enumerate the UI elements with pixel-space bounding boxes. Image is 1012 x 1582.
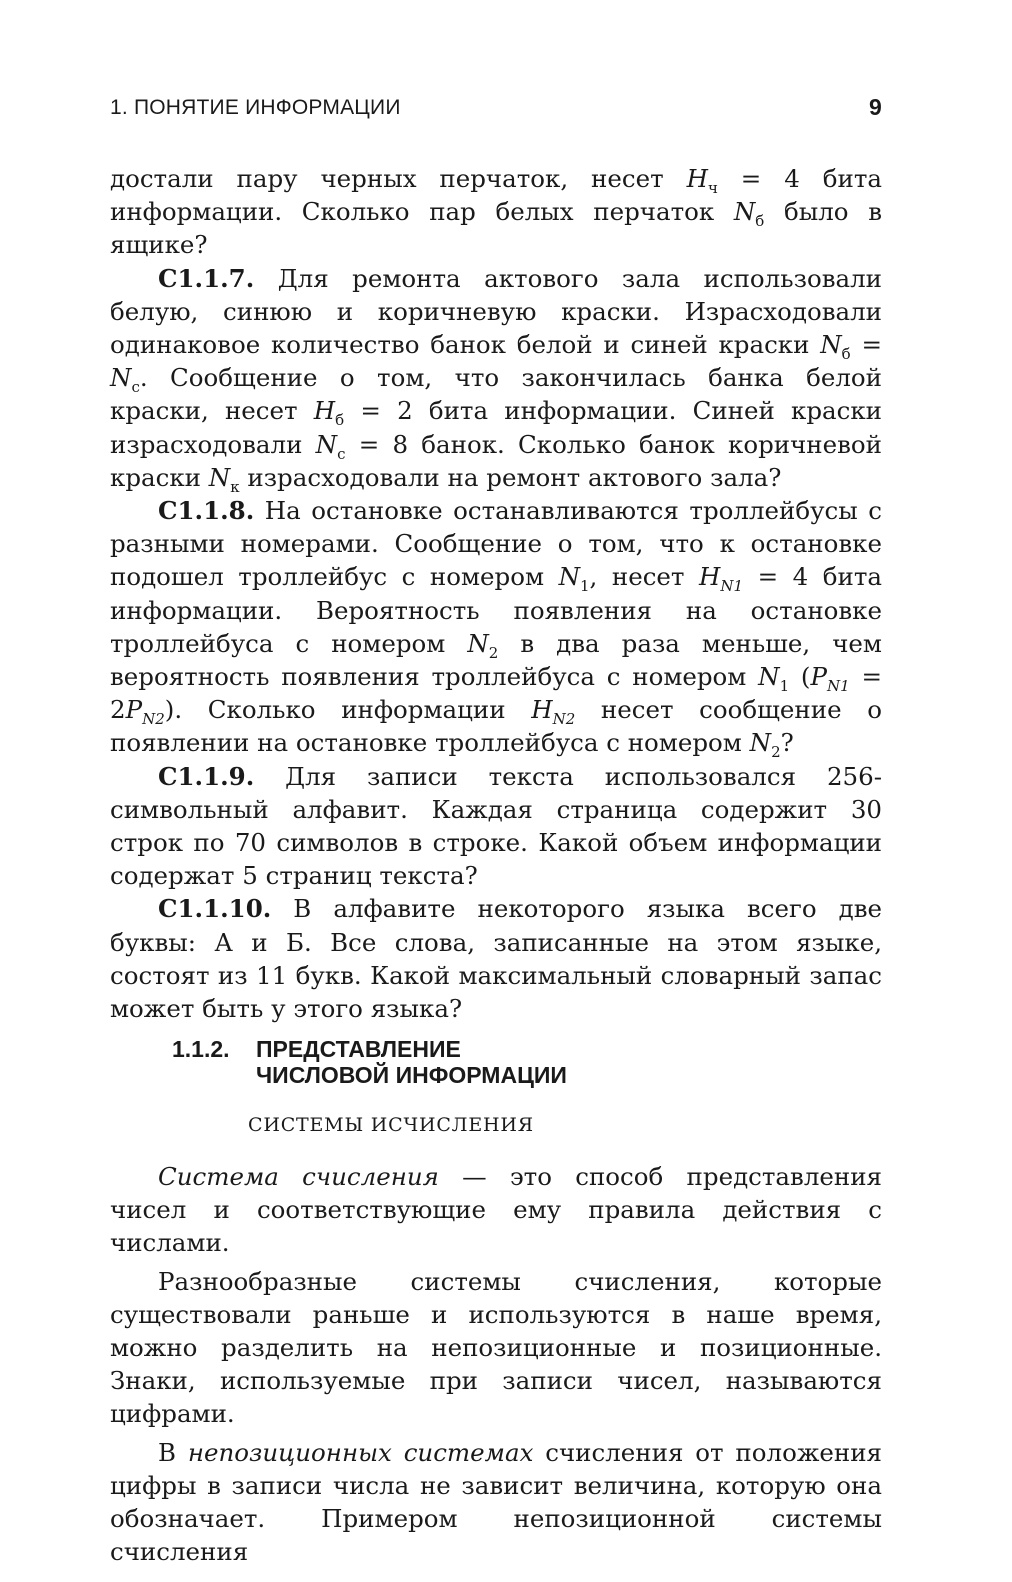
page-number: 9 — [869, 94, 882, 120]
paragraph-classification: Разнообразные системы счисления, которые существовали раньше и используются в наше время, можно разделить на непозиционные и позиционные. Знаки, используемые при записи чисел, называются цифрами. — [110, 1266, 882, 1429]
problem-c1-1-9: С1.1.9. Для записи текста использовался 256-символьный алфавит. Каждая страница содержит 30 строк по 70 символов в строке. Какой объем информации содержат 5 страниц текста? — [110, 761, 882, 891]
problem-number: С1.1.8. — [158, 496, 255, 526]
paragraph-definition: Система счисления — это способ представления чисел и соответствующие ему правила действия с числами. — [110, 1162, 883, 1258]
section-body — [110, 1160, 882, 1573]
section-number: 1.1.2. — [172, 1036, 230, 1062]
section-title: ПРЕДСТАВЛЕНИЕ ЧИСЛОВОЙ ИНФОРМАЦИИ — [256, 1036, 567, 1088]
problem-c1-1-10: С1.1.10. В алфавите некоторого языка всего две буквы: А и Б. Все слова, записанные на этом языке, состоят из 11 букв. Какой максимальный словарный запас может быть у этого языка? — [110, 894, 882, 1024]
problem-c1-1-7: С1.1.7. Для ремонта актового зала использовали белую, синюю и коричневую краски. Израсходовали одинаковое количество банок белой и синей краски $N_б = N_с$. Сообщение о том, что закончилась банка белой краски, несет $H_б = 2$ бита информации. Синей краски израсходовали $N_с = 8$ банок. Сколько банок коричневой краски $N_к$ израсходовали на ремонт актового зала? — [110, 263, 882, 496]
problems-block — [110, 162, 882, 1025]
problem-number: С1.1.10. — [158, 894, 272, 924]
paragraph-nonpositional: В непозиционных системах счисления от положения цифры в записи числа не зависит величина, которую она обозначает. Примером непозиционной системы счисления — [110, 1437, 882, 1567]
problem-6-continuation: достали пару черных перчаток, несет $H_ч = 4$ бита информации. Сколько пар белых перчаток $N_б$ было в ящике? — [110, 164, 882, 260]
subsection-heading: СИСТЕМЫ ИСЧИСЛЕНИЯ — [248, 1114, 534, 1136]
problem-number: С1.1.9. — [158, 761, 255, 791]
problem-number: С1.1.7. — [158, 263, 255, 293]
problem-c1-1-8: С1.1.8. На остановке останавливаются троллейбусы с разными номерами. Сообщение о том, что к остановке подошел троллейбус с номером $N_1$, несет $H_{N1} = 4$ бита информации. Вероятность появления на остановке троллейбуса с номером $N_2$ в два раза меньше, чем вероятность появления троллейбуса с номером $N_1$ $(P_{N1} = 2P_{N2})$. Сколько информации $H_{N2}$ несет сообщение о появлении на остановке троллейбуса с номером $N_2$? — [110, 496, 882, 762]
chapter-title: 1. ПОНЯТИЕ ИНФОРМАЦИИ — [110, 96, 401, 119]
